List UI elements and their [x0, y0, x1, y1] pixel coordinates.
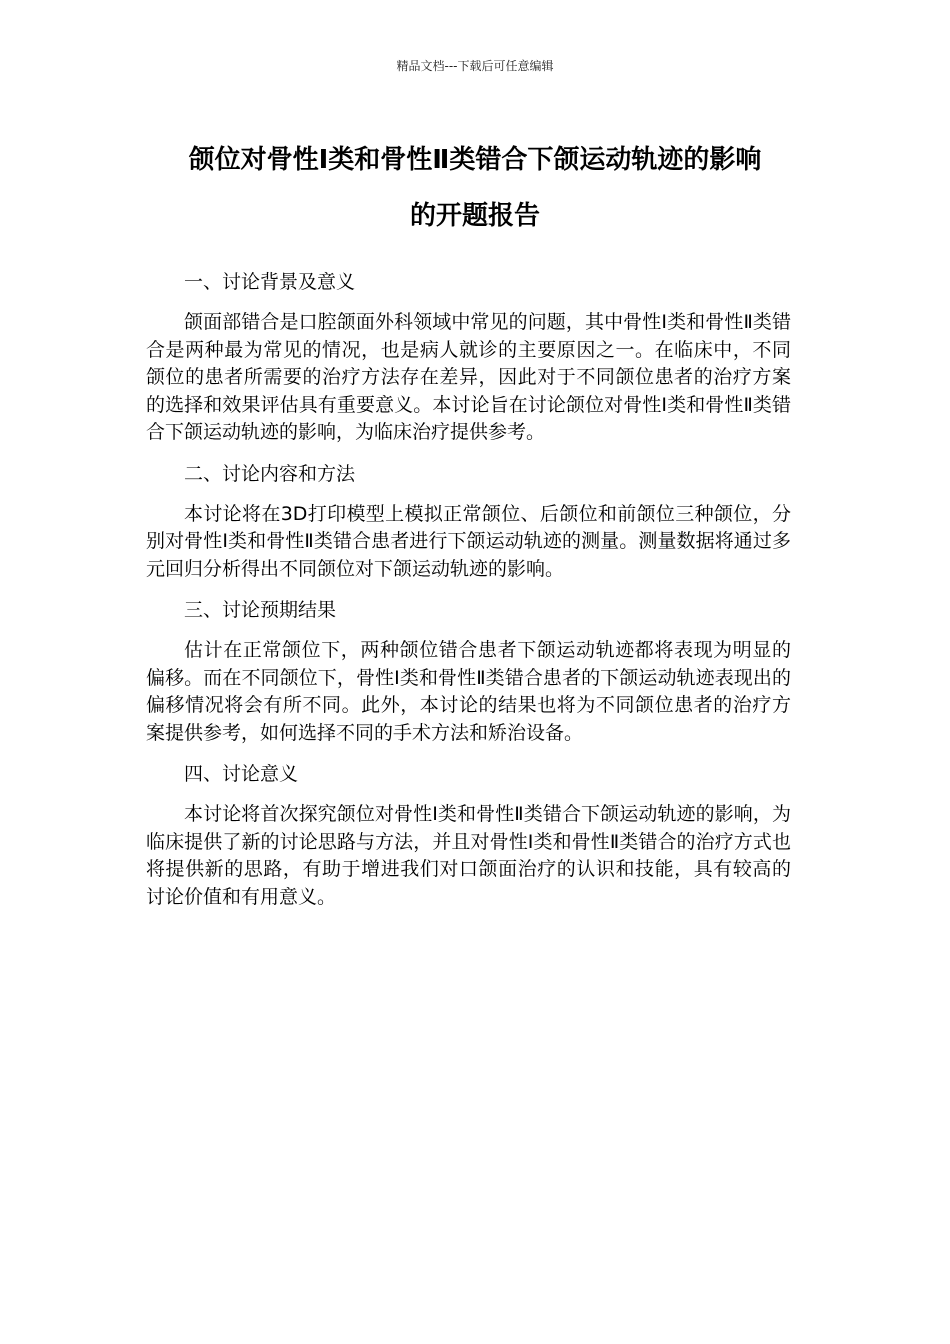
- document-title-line-2: 的开题报告: [409, 201, 540, 231]
- section-paragraph-content-methods: 本讨论将在3D打印模型上模拟正常颌位、后颌位和前颌位三种颌位，分别对骨性Ⅰ类和骨性Ⅱ类错合患者进行下颌运动轨迹的测量。测量数据将通过多元回归分析得出不同颌位对下颌运动轨迹的影响。: [146, 502, 791, 580]
- section-paragraph-expected-results: 估计在正常颌位下，两种颌位错合患者下颌运动轨迹都将表现为明显的偏移。而在不同颌位下，骨性Ⅰ类和骨性Ⅱ类错合患者的下颌运动轨迹表现出的偏移情况将会有所不同。此外，本讨论的结果也将为不同颌位患者的治疗方案提供参考，如何选择不同的手术方法和矫治设备。: [146, 639, 791, 744]
- section-heading-expected-results: 三、讨论预期结果: [184, 599, 337, 621]
- section-heading-content-methods: 二、讨论内容和方法: [184, 462, 356, 485]
- header-note: 精品文档---下载后可任意编辑: [396, 59, 554, 73]
- document-title: [135, 132, 815, 244]
- document-title-line-1: 颌位对骨性Ⅰ类和骨性Ⅱ类错合下颌运动轨迹的影响: [188, 145, 762, 175]
- section-heading-significance: 四、讨论意义: [184, 763, 299, 785]
- document-body: [146, 268, 791, 924]
- section-heading-background: 一、讨论背景及意义: [184, 271, 356, 293]
- section-paragraph-background: 颌面部错合是口腔颌面外科领域中常见的问题，其中骨性Ⅰ类和骨性Ⅱ类错合是两种最为常见的情况，也是病人就诊的主要原因之一。在临床中，不同颌位的患者所需要的治疗方法存在差异，因此对于不同颌位患者的治疗方案的选择和效果评估具有重要意义。本讨论旨在讨论颌位对骨性Ⅰ类和骨性Ⅱ类错合下颌运动轨迹的影响，为临床治疗提供参考。: [146, 311, 791, 443]
- section-paragraph-significance: 本讨论将首次探究颌位对骨性Ⅰ类和骨性Ⅱ类错合下颌运动轨迹的影响，为临床提供了新的讨论思路与方法，并且对骨性Ⅰ类和骨性Ⅱ类错合的治疗方式也将提供新的思路，有助于增进我们对口颌面治疗的认识和技能，具有较高的讨论价值和有用意义。: [146, 803, 791, 908]
